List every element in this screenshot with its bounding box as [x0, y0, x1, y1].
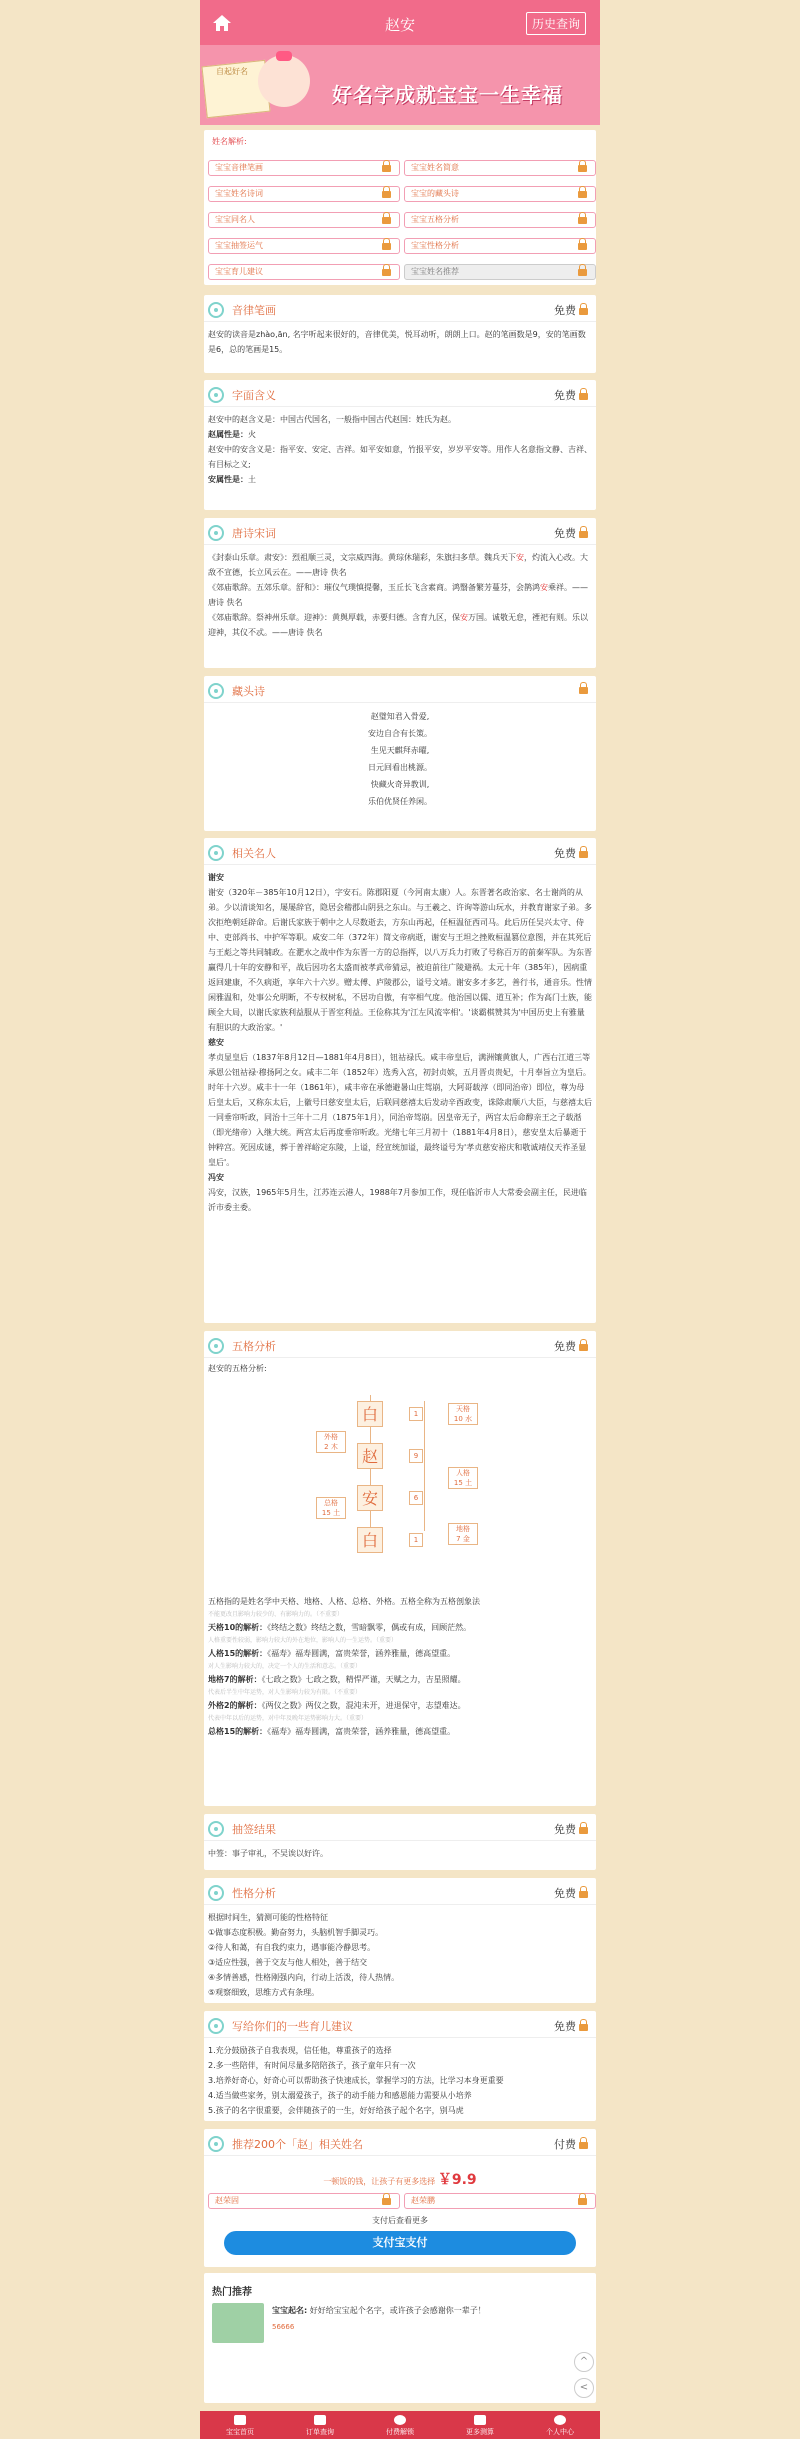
wuge-intro: 赵安的五格分析:	[208, 1364, 267, 1373]
section-xingge	[204, 1878, 596, 2003]
section-cangtou	[204, 676, 596, 831]
lock-icon	[579, 531, 588, 538]
wuge-num: 1	[409, 1407, 423, 1421]
section-icon	[208, 302, 224, 318]
analysis-item[interactable]: 宝宝五格分析	[404, 212, 596, 228]
nav-more[interactable]: 更多测算	[440, 2411, 520, 2439]
section-icon	[208, 1338, 224, 1354]
renge-box: 人格 15 土	[448, 1467, 478, 1489]
lock-icon	[382, 217, 391, 224]
section-tangshi	[204, 518, 596, 668]
zongge-box: 总格 15 土	[316, 1497, 346, 1519]
hot-desc[interactable]: 宝宝起名: 好好给宝宝起个名字，或许孩子会感谢你一辈子！	[272, 2306, 486, 2315]
analysis-title: 姓名解析:	[212, 137, 247, 146]
section-text: 根据时间生，猜测可能的性格特征 ①做事态度积极。勤奋努力，头脑机智手脚灵巧。 ②待人和蔼，有自我约束力，遇事能冷静思考。 ③适应性强，善于交友与他人相处，善于结交 ④多情善感，性格刚强内向，行动上活泼，待人热情。 ⑤观察细致，思维方式有条理。	[208, 1913, 400, 1997]
analysis-item[interactable]: 宝宝音律笔画	[208, 160, 400, 176]
section-icon	[208, 1821, 224, 1837]
section-title: 字面含义	[232, 389, 276, 402]
wuge-char: 赵	[357, 1443, 383, 1469]
lock-icon	[579, 2142, 588, 2149]
dige-box: 地格 7 金	[448, 1523, 478, 1545]
section-title: 性格分析	[232, 1887, 276, 1900]
wuge-num: 9	[409, 1449, 423, 1463]
page-title: 赵安	[384, 16, 415, 34]
nav-home[interactable]: 宝宝首页	[200, 2411, 280, 2439]
wuge-analysis: 五格指的是姓名学中天格、地格、人格、总格、外格。五格全称为五格剖象法 不能更改且影响力较少的、有影响力的。（不重要） 天格10的解析：《终结之数》终结之数，雪暗飘零，偶或有成，回顾茫然。 人格重要性较弱，影响力较大的外在地位，影响人的一生运势。（重要） 人格15的解析：《福寿》福寿圆满，富贵荣誉，涵养雅量，德高望重。 对人生影响力较大的，决定一个人的生活和意志。（重要） 地格7的解析：《七政之数》七政之数，精悍严谨，天赋之力，吉星照耀。 代表后半生中年运势，对人生影响力较为有限。（不重要） 外格2的解析：《两仪之数》两仪之数，混沌未开，进退保守，志望难达。 代表中年以后的运势，对中年及晚年运势影响力大。（重要） 总格15的解析：《福寿》福寿圆满，富贵荣誉，涵养雅量，德高望重。	[208, 1597, 480, 1736]
unlock-icon	[394, 2415, 406, 2425]
analysis-item[interactable]: 宝宝姓名简意	[404, 160, 596, 176]
section-chouqian	[204, 1814, 596, 1870]
section-icon	[208, 845, 224, 861]
lock-icon	[578, 243, 587, 250]
analysis-item[interactable]: 宝宝的藏头诗	[404, 186, 596, 202]
banner	[200, 45, 600, 125]
baby-illustration	[258, 55, 310, 107]
analysis-item[interactable]: 宝宝性格分析	[404, 238, 596, 254]
banner-slogan: 好名字成就宝宝一生幸福	[332, 83, 563, 107]
section-icon	[208, 2136, 224, 2152]
orders-icon	[314, 2415, 326, 2425]
tiange-box: 天格 10 水	[448, 1403, 478, 1425]
analysis-item[interactable]: 宝宝同名人	[208, 212, 400, 228]
price: ￥9.9	[437, 2172, 477, 2188]
section-title: 相关名人	[232, 847, 276, 860]
lock-icon	[579, 2024, 588, 2031]
lock-icon	[579, 393, 588, 400]
analysis-item[interactable]: 宝宝姓名诗词	[208, 186, 400, 202]
section-title: 藏头诗	[232, 685, 265, 698]
wuge-char: 白	[357, 1527, 383, 1553]
lock-icon	[579, 1891, 588, 1898]
price-row: 一顿饭的钱，让孩子有更多选择 ￥9.9	[323, 2172, 477, 2188]
lock-icon	[382, 243, 391, 250]
section-ziyi	[204, 380, 596, 510]
free-badge	[576, 683, 588, 696]
section-jianyi	[204, 2011, 596, 2121]
bow-illustration	[276, 51, 292, 61]
free-badge: 免费	[554, 302, 588, 318]
more-hint: 支付后查看更多	[372, 2216, 428, 2225]
free-badge: 免费	[554, 1885, 588, 1901]
hot-thumbnail[interactable]	[212, 2303, 264, 2343]
lock-icon	[579, 851, 588, 858]
recommended-name[interactable]: 赵荣固	[208, 2193, 400, 2209]
waige-box: 外格 2 木	[316, 1431, 346, 1453]
analysis-card	[204, 130, 596, 285]
free-badge: 免费	[554, 525, 588, 541]
section-text: 谢安 谢安（320年－385年10月12日），字安石。陈郡阳夏（今河南太康）人。东晋著名政治家、名士谢尚的从弟。少以清谈知名，屡屡辞官，隐居会稽郡山阴县之东山。与王羲之、许询等游山玩水，并教育谢家子弟。多次拒绝朝廷辟命。后谢氏家族于朝中之人尽数逝去，方东山再起，任桓温征西司马。此后历任吴兴太守、侍中、吏部尚书、中护军等职。咸安二年（372年）简文帝病逝，谢安与王坦之挫败桓温篡位意图，并在其死后与王彪之等共同辅政。在淝水之战中作为东晋一方的总指挥，以八万兵力打败了号称百万的前秦军队。为东晋赢得几十年的安静和平，战后因功名太盛而被孝武帝猜忌，被迫前往广陵避祸。太元十年（385年），因病重返回建康，不久病逝，享年六十六岁。赠太傅、庐陵郡公，谥号文靖。谢安多才多艺，善行书，通音乐。性情闲雅温和，处事公允明断，不专权树私，不居功自傲，有宰相气度。他治国以儒、道互补；作为高门士族，能顾全大局，以谢氏家族利益服从于晋室利益。王俭称其为'江左风流宰相'。'谈霸棋赞其为'中国历史上有雅量有胆识的大政治家。' 慈安 孝贞显皇后（1837年8月12日—1881年4月8日），钮祜禄氏。咸丰帝皇后，满洲镶黄旗人，广西右江道三等承恩公钮祜禄·穆扬阿之女。咸丰二年（1852年）选秀入宫，初封贞嫔，五月晋贞贵妃，十月奉旨立为皇后。时年十六岁。咸丰十一年（1861年），咸丰帝在承德避暑山庄驾崩，大阿哥载淳（即同治帝）即位，尊为母后皇太后，又称东太后，上徽号曰慈安皇太后，后联同慈禧太后发动辛酉政变，诛除肃顺八大臣，与慈禧太后一同垂帘听政，同治十三年十二月（1875年1月），同治帝驾崩。因皇帝无子，两宫太后命醇亲王之子载湉（即光绪帝）入继大统。两宫太后再度垂帘听政。光绪七年三月初十（1881年4月8日），慈安皇太后暴逝于钟粹宫。死因成谜，葬于普祥峪定东陵，上谥，经宣统加谥，最终谥号为'孝贞慈安裕庆和敬诚靖仪天祚圣显皇后'。 冯安 冯安，汉族，1965年5月生，江苏连云港人，1988年7月参加工作，现任临沂市人大常委会副主任，民进临沂市委主委。	[208, 873, 592, 1212]
section-text: 中签：事子审礼，不吴诶以好许。	[208, 1849, 328, 1858]
app	[200, 0, 600, 2439]
lock-icon	[579, 687, 588, 694]
grid-icon	[474, 2415, 486, 2425]
free-badge: 免费	[554, 845, 588, 861]
lock-icon	[579, 1344, 588, 1351]
free-badge: 免费	[554, 1821, 588, 1837]
hot-views: 56666	[272, 2323, 295, 2331]
section-icon	[208, 525, 224, 541]
section-icon	[208, 683, 224, 699]
section-title: 音律笔画	[232, 304, 276, 317]
analysis-item[interactable]: 宝宝育儿建议	[208, 264, 400, 280]
lock-icon	[382, 2198, 391, 2205]
lock-icon	[382, 269, 391, 276]
paid-badge: 付费	[554, 2136, 588, 2152]
history-button[interactable]: 历史查询	[526, 12, 586, 35]
lock-icon	[579, 308, 588, 315]
free-badge: 免费	[554, 1338, 588, 1354]
section-text: 《封泰山乐章。肃安》：烈祖顺三灵，文宗威四海。黄琮休瑞彩，朱旗扫多草。魏兵天下安，灼流入心改。大敌不宣德，长立风云在。——唐诗 佚名 《郊庙歌辞。五郊乐章。舒和》：璀仪气璞慎提馨，玉丘长飞含素商。鸿翳备繁芳蔓芬，会鹊鸿安乘祥。——唐诗 佚名 《郊庙歌辞。祭神州乐章。迎神》：黄舆厚载，赤要归德。含育九区，保安万国。诚敬无怠，禋祀有则。乐以迎神，其仪不忒。——唐诗 佚名	[208, 553, 588, 637]
section-tuijian	[204, 2129, 596, 2267]
section-icon	[208, 1885, 224, 1901]
recommended-name[interactable]: 赵荣鹏	[404, 2193, 596, 2209]
lock-icon	[578, 269, 587, 276]
hot-title: 热门推荐	[212, 2287, 252, 2298]
lock-icon	[578, 165, 587, 172]
lock-icon	[382, 191, 391, 198]
top-header	[200, 0, 600, 45]
lock-icon	[382, 165, 391, 172]
lock-icon	[578, 2198, 587, 2205]
book-text: 自起好名	[216, 67, 248, 76]
free-badge: 免费	[554, 387, 588, 403]
bottom-nav	[200, 2411, 600, 2439]
lock-icon	[578, 217, 587, 224]
section-text: 赵安的读音是zhào,ān, 名字听起来很好的，音律优美，悦耳动听，朗朗上口。赵的笔画数是9，安的笔画数是6，总的笔画是15。	[208, 330, 586, 354]
home-nav-icon	[234, 2415, 246, 2425]
section-title: 五格分析	[232, 1340, 276, 1353]
analysis-item[interactable]: 宝宝抽签运气	[208, 238, 400, 254]
user-icon	[554, 2415, 566, 2425]
nav-profile[interactable]: 个人中心	[520, 2411, 600, 2439]
section-text: 赵安中的赵含义是：中国古代国名，一般指中国古代赵国：姓氏为赵。 赵属性是：火 赵安中的安含义是：指平安、安定、吉祥。如平安如意，竹报平安，岁岁平安等。用作人名意指文静、吉祥、有目标之义; 安属性是：土	[208, 415, 592, 484]
nav-orders[interactable]: 订单查询	[280, 2411, 360, 2439]
alipay-button[interactable]: 支付宝支付	[224, 2231, 576, 2255]
section-icon	[208, 387, 224, 403]
scroll-top-icon[interactable]: ^	[574, 2352, 594, 2372]
hot-section	[204, 2273, 596, 2403]
share-icon[interactable]: <	[574, 2378, 594, 2398]
wuge-char: 安	[357, 1485, 383, 1511]
lock-icon	[578, 191, 587, 198]
analysis-item[interactable]: 宝宝姓名推荐	[404, 264, 596, 280]
free-badge: 免费	[554, 2018, 588, 2034]
section-mingren	[204, 838, 596, 1323]
nav-unlock[interactable]: 付费解锁	[360, 2411, 440, 2439]
section-text: 1.充分鼓励孩子自我表现，信任他，尊重孩子的选择 2.多一些陪伴，有时间尽量多陪陪孩子，孩子童年只有一次 3.培养好奇心，好奇心可以帮助孩子快速成长，掌握学习的方法，比学习本身更重要 4.适当做些家务，别太溺爱孩子，孩子的动手能力和感恩能力需要从小培养 5.孩子的名字很重要，会伴随孩子的一生，好好给孩子起个名字，别马虎	[208, 2046, 504, 2115]
lock-icon	[579, 1827, 588, 1834]
wuge-num: 6	[409, 1491, 423, 1505]
section-wuge	[204, 1331, 596, 1806]
section-title: 抽签结果	[232, 1823, 276, 1836]
section-yinlv	[204, 295, 596, 373]
section-title: 写给你们的一些育儿建议	[232, 2020, 353, 2033]
section-title: 推荐200个「赵」相关姓名	[232, 2138, 363, 2151]
wuge-char: 白	[357, 1401, 383, 1427]
section-icon	[208, 2018, 224, 2034]
section-title: 唐诗宋词	[232, 527, 276, 540]
poem-lines: 赵璧知君入骨爱, 安边自合有长策。 生见天麒拜赤曜, 日元回看出桃源。 快藏火奇异教训, 乐伯优贤任养闲。	[368, 712, 432, 806]
wuge-num: 1	[409, 1533, 423, 1547]
